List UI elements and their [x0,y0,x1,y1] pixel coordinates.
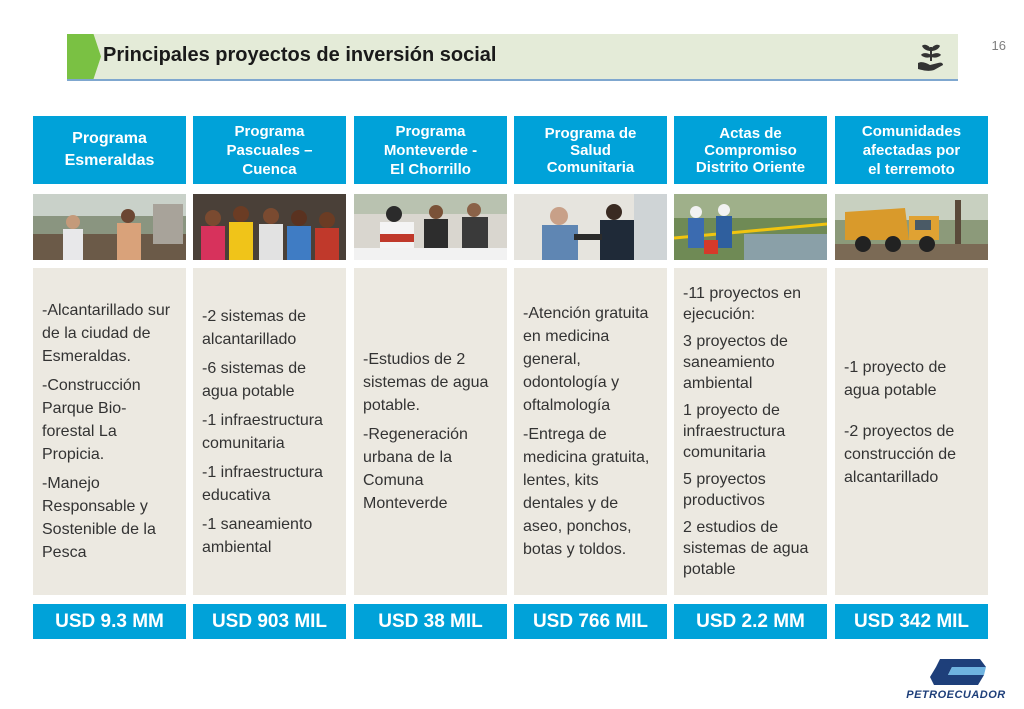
photo-signing-meeting [354,194,507,260]
logo-text: PETROECUADOR [906,689,1006,701]
column-header: Actas de Compromiso Distrito Oriente [674,116,827,184]
list-item: -1 infraestructura comunitaria [202,411,323,452]
list-item: -Estudios de 2 sistemas de agua potable. [363,351,489,414]
title-arrow [67,34,101,79]
column-header: Programa Esmeraldas [33,116,186,184]
plant-in-hand-icon [916,41,946,73]
list-item: 5 proyectos productivos [683,471,766,509]
column-terremoto [835,116,988,639]
column-esmeraldas [33,116,186,639]
list-item: 2 estudios de sistemas de agua potable [683,519,809,578]
title-bar [67,34,958,81]
amount-badge: USD 903 MIL [193,604,346,639]
list-item: -Alcantarillado sur de la ciudad de Esmeraldas. [42,302,171,365]
list-item: -Atención gratuita en medicina general, odontología y oftalmología [523,305,649,414]
list-item: -1 infraestructura educativa [202,463,323,504]
list-item: -Construcción Parque Bio-forestal La Propicia. [42,377,141,463]
list-item: 1 proyecto de infraestructura comunitaria [683,402,786,461]
column-body [193,268,346,595]
column-header: Programa de Salud Comunitaria [514,116,667,184]
list-item: -6 sistemas de agua potable [202,359,307,400]
page-number: 16 [991,38,1006,53]
column-body [674,268,827,595]
petroecuador-logo [900,655,1012,701]
column-monteverde [354,116,507,639]
petroecuador-logo-mark [900,655,1012,689]
photo-community-visit [33,194,186,260]
list-item: -Regeneración urbana de la Comuna Monteverde [363,426,468,512]
column-distrito-oriente [674,116,827,639]
amount-badge: USD 2.2 MM [674,604,827,639]
column-body [514,268,667,595]
column-body [835,268,988,595]
column-header: Comunidades afectadas por el terremoto [835,116,988,184]
column-salud-comunitaria [514,116,667,639]
list-item: -2 proyectos de construcción de alcantarillado [844,423,957,486]
photo-field-workers [674,194,827,260]
column-header: Programa Pascuales – Cuenca [193,116,346,184]
photo-medical-checkup [514,194,667,260]
amount-badge: USD 9.3 MM [33,604,186,639]
list-item: -Manejo Responsable y Sostenible de la Pesca [42,475,156,561]
list-item: 3 proyectos de saneamiento ambiental [683,333,788,392]
column-body [354,268,507,595]
list-item: -Entrega de medicina gratuita, lentes, kits dentales y de aseo, ponchos, botas y toldos. [523,426,650,558]
column-pascuales-cuenca [193,116,346,639]
photo-children-group [193,194,346,260]
column-body [33,268,186,595]
list-item: -1 proyecto de agua potable [844,359,947,399]
list-item: -2 sistemas de alcantarillado [202,307,307,348]
amount-badge: USD 342 MIL [835,604,988,639]
column-header: Programa Monteverde - El Chorrillo [354,116,507,184]
amount-badge: USD 766 MIL [514,604,667,639]
page-title: Principales proyectos de inversión social [103,44,497,66]
list-item: -1 saneamiento ambiental [202,515,313,556]
photo-dump-truck [835,194,988,260]
amount-badge: USD 38 MIL [354,604,507,639]
list-item: -11 proyectos en ejecución: [683,285,801,323]
